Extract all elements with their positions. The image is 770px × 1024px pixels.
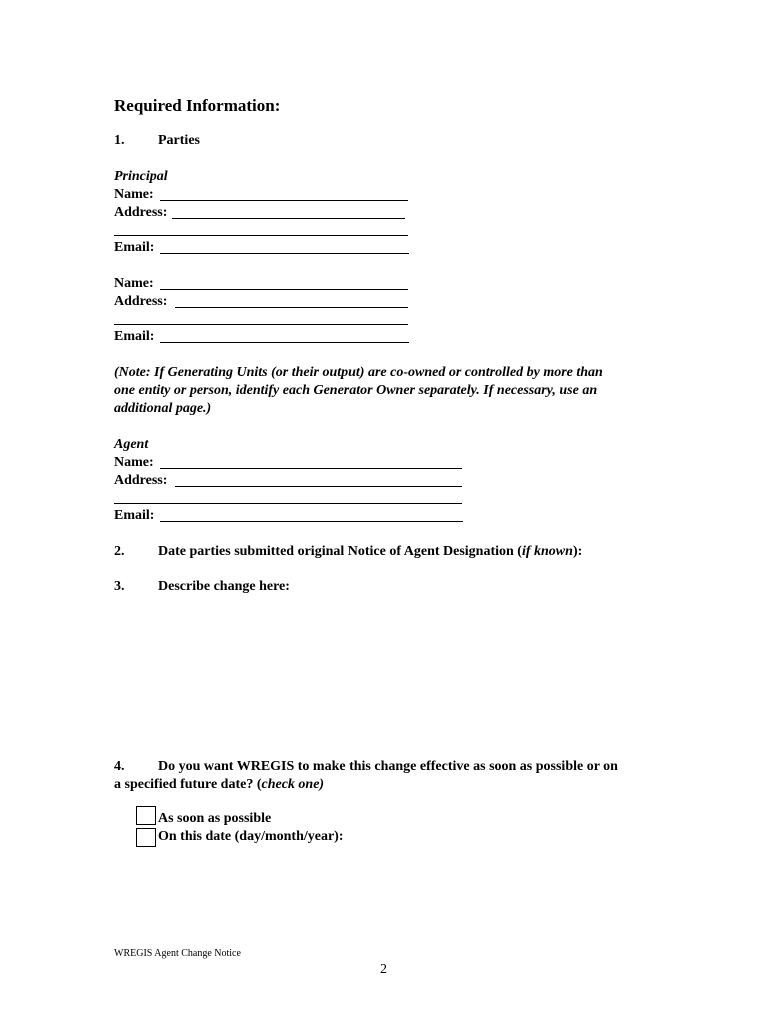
agent-label: Agent — [114, 437, 149, 452]
section-4-line-2-main: a specified future date? ( — [114, 777, 262, 792]
agent-address-field[interactable] — [175, 486, 462, 487]
section-4-line-2-italic: check one) — [261, 777, 325, 792]
agent-name-field[interactable] — [160, 468, 462, 469]
principal-1-email-label: Email: — [114, 240, 155, 255]
date-checkbox[interactable] — [136, 828, 156, 847]
principal-2-email-label: Email: — [114, 329, 155, 344]
section-2-text-suffix: ): — [572, 544, 583, 559]
agent-name-label: Name: — [114, 455, 154, 470]
principal-1-name-field[interactable] — [160, 200, 408, 201]
section-2-text-main: Date parties submitted original Notice of Agent Designation ( — [158, 544, 522, 559]
footer-text: WREGIS Agent Change Notice — [114, 948, 241, 959]
principal-1-name-label: Name: — [114, 187, 154, 202]
principal-1-address-field-line-2[interactable] — [114, 235, 408, 236]
section-4-line-1: Do you want WREGIS to make this change effective as soon as possible or on — [158, 759, 618, 774]
section-1-number: 1. — [114, 133, 125, 148]
section-3-text: Describe change here: — [158, 579, 290, 594]
note-line-3: additional page.) — [114, 401, 212, 416]
principal-2-address-field-line-2[interactable] — [114, 324, 408, 325]
asap-option-label: As soon as possible — [158, 811, 272, 826]
agent-address-field-line-2[interactable] — [114, 503, 462, 504]
page-number: 2 — [380, 962, 387, 977]
principal-1-address-label: Address: — [114, 205, 168, 220]
principal-2-name-label: Name: — [114, 276, 154, 291]
principal-2-email-field[interactable] — [160, 342, 409, 343]
describe-change-area[interactable] — [114, 600, 659, 740]
principal-1-email-field[interactable] — [160, 253, 409, 254]
section-2-text — [158, 543, 582, 561]
section-4-number: 4. — [114, 759, 125, 774]
agent-address-label: Address: — [114, 473, 168, 488]
section-4-line-2 — [114, 776, 324, 794]
section-2-number: 2. — [114, 544, 125, 559]
note-line-1: (Note: If Generating Units (or their output) are co-owned or controlled by more than — [114, 365, 603, 380]
page-heading: Required Information: — [114, 96, 281, 115]
agent-email-label: Email: — [114, 508, 155, 523]
principal-2-address-label: Address: — [114, 294, 168, 309]
section-3-number: 3. — [114, 579, 125, 594]
date-option-label: On this date (day/month/year): — [158, 829, 344, 844]
note-line-2: one entity or person, identify each Generator Owner separately. If necessary, use an — [114, 383, 598, 398]
principal-1-address-field[interactable] — [172, 218, 405, 219]
principal-label: Principal — [114, 169, 168, 184]
section-1-title: Parties — [158, 133, 200, 148]
asap-checkbox[interactable] — [136, 806, 156, 825]
principal-2-name-field[interactable] — [160, 289, 408, 290]
section-2-text-italic: if known — [521, 544, 573, 559]
agent-email-field[interactable] — [160, 521, 463, 522]
principal-2-address-field[interactable] — [175, 307, 408, 308]
